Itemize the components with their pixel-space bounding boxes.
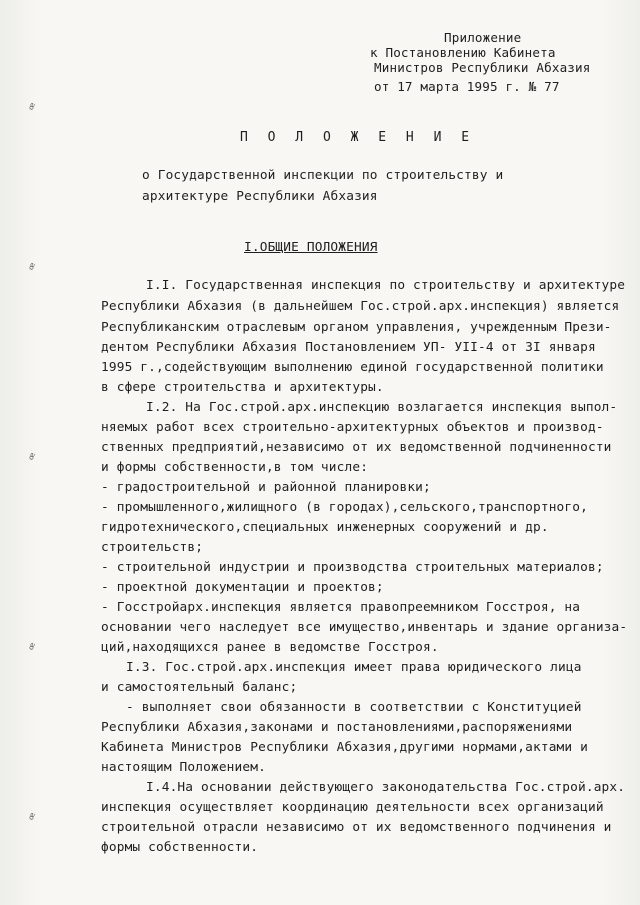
document-subtitle-line-2: архитектуре Республики Абхазия <box>142 189 378 204</box>
body-line: формы собственности. <box>101 840 259 855</box>
body-line: гидротехнического,специальных инженерных сооружений и др. <box>101 520 549 535</box>
body-line: основании чего наследует все имущество,инвентарь и здание организа- <box>101 620 628 635</box>
body-line: Кабинета Министров Республики Абхазия,другими нормами,актами и <box>101 740 588 755</box>
body-line: настоящим Положением. <box>101 760 266 775</box>
body-line: I.4.На основании действующего законодательства Гос.строй.арх. <box>146 780 626 795</box>
body-line: - градостроительной и районной планировки; <box>101 480 431 495</box>
body-line: инспекция осуществляет координацию деятельности всех организаций <box>101 800 604 815</box>
body-line: ственных предприятий,независимо от их ведомственной подчиненности <box>101 440 612 455</box>
body-line: ций,находящихся ранее в ведомстве Госстроя. <box>101 640 439 655</box>
body-line: - проектной документации и проектов; <box>101 580 384 595</box>
body-line: - выполняет свои обязанности в соответствии с Конституцией <box>126 700 582 715</box>
body-line: - строительной индустрии и производства строительных материалов; <box>101 560 604 575</box>
binding-hole-mark: ꟹ <box>25 101 42 113</box>
body-line: I.2. На Гос.строй.арх.инспекцию возлагается инспекция выпол- <box>146 400 618 415</box>
body-line: Республиканским отраслевым органом управления, учрежденным Прези- <box>101 320 612 335</box>
binding-hole-mark: ꟹ <box>25 641 42 653</box>
section-heading: I.ОБЩИЕ ПОЛОЖЕНИЯ <box>244 240 378 255</box>
document-title: П О Л О Ж Е Н И Е <box>240 130 476 145</box>
document-subtitle-line-1: о Государственной инспекции по строительству и <box>142 168 504 183</box>
body-line: Республики Абхазия (в дальнейшем Гос.строй.арх.инспекция) является <box>101 299 620 314</box>
body-line: дентом Республики Абхазия Постановлением УП- УII-4 от 3I января <box>101 340 596 355</box>
body-line: - Госстройарх.инспекция является правопреемником Госстроя, на <box>101 600 581 615</box>
body-line: строительств; <box>101 540 204 555</box>
binding-hole-mark: ꟹ <box>25 811 42 823</box>
body-line: и самостоятельный баланс; <box>101 680 298 695</box>
body-line: 1995 г.,содействующим выполнению единой государственной политики <box>101 360 604 375</box>
header-line-2: к Постановлению Кабинета <box>370 45 556 60</box>
header-line-4: от 17 марта 1995 г. № 77 <box>374 79 560 94</box>
binding-hole-mark: ꟹ <box>25 451 42 463</box>
body-line: строительной отрасли независимо от их ведомственного подчинения и <box>101 820 612 835</box>
body-line: I.3. Гос.строй.арх.инспекция имеет права юридического лица <box>126 660 582 675</box>
body-line: I.I. Государственная инспекция по строительству и архитектуре <box>146 278 626 293</box>
body-line: в сфере строительства и архитектуры. <box>101 380 384 395</box>
header-line-3: Министров Республики Абхазия <box>374 60 591 75</box>
body-line: няемых работ всех строительно-архитектурных объектов и производ- <box>101 420 604 435</box>
body-line: и формы собственности,в том числе: <box>101 460 369 475</box>
binding-hole-mark: ꟹ <box>25 261 42 273</box>
header-line-1: Приложение <box>444 30 522 45</box>
body-line: Республики Абхазия,законами и постановлениями,распоряжениями <box>101 720 573 735</box>
body-line: - промышленного,жилищного (в городах),сельского,транспортного, <box>101 500 588 515</box>
